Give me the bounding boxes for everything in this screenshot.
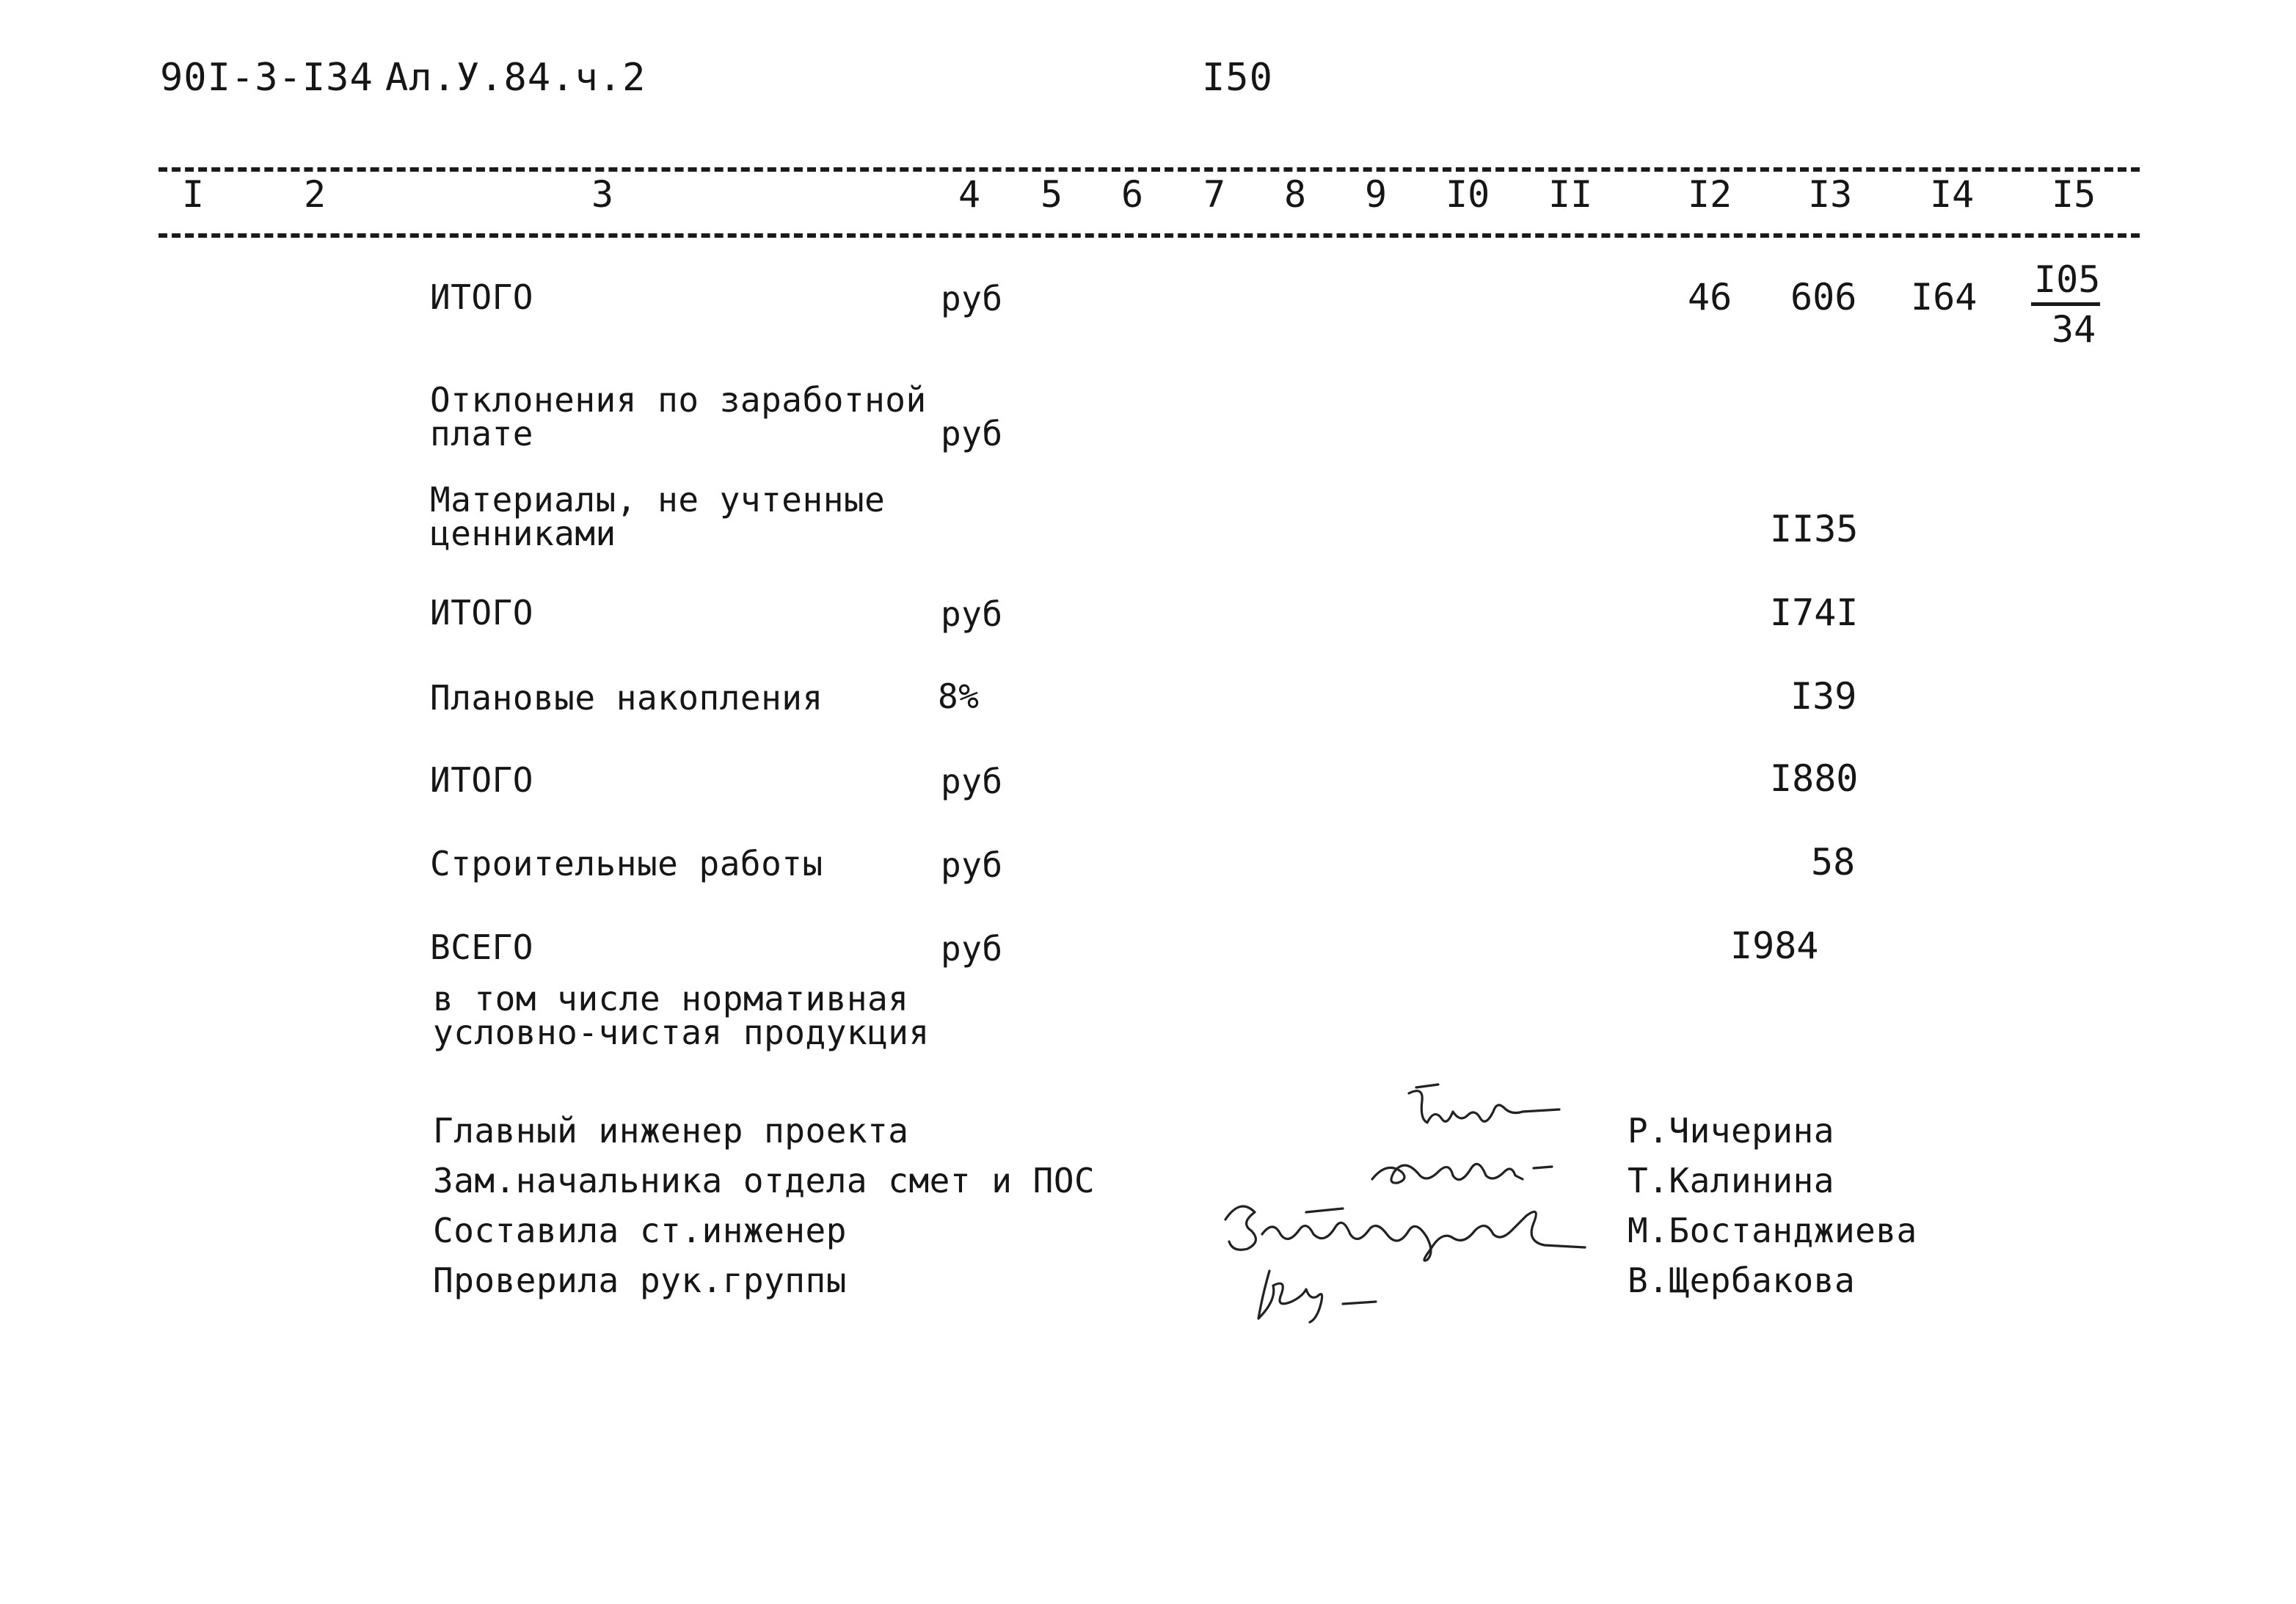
- column-header: 9: [1365, 173, 1388, 216]
- column-header: 8: [1284, 173, 1307, 216]
- row-name: ИТОГО: [430, 277, 533, 317]
- fraction-bar: [2031, 302, 2100, 306]
- column-header: I0: [1446, 173, 1490, 216]
- row-unit: руб: [941, 279, 1003, 318]
- cell-col13: I39: [1790, 675, 1857, 718]
- cell-col14: I64: [1911, 276, 1978, 318]
- cell-col13: 606: [1790, 276, 1857, 318]
- row-name: ВСЕГО: [430, 927, 533, 967]
- table-top-rule: [158, 167, 2140, 172]
- page-number: I50: [1202, 56, 1273, 100]
- row-name: Строительные работы: [430, 844, 823, 883]
- column-header: I2: [1688, 173, 1732, 216]
- signatory-name: Т.Калинина: [1628, 1161, 1834, 1200]
- cell-col13: I880: [1770, 757, 1859, 800]
- column-header: 4: [958, 173, 981, 216]
- column-header: 6: [1121, 173, 1144, 216]
- note-line2: условно-чистая продукция: [433, 1013, 930, 1052]
- signatory-name: М.Бостанджиева: [1628, 1211, 1917, 1250]
- cell-col13: 58: [1811, 841, 1856, 883]
- note-line1: в том числе нормативная: [433, 979, 909, 1018]
- column-header: I: [182, 173, 205, 216]
- column-header: II: [1548, 173, 1593, 216]
- document-code: 90I-3-I34: [160, 56, 373, 100]
- row-unit: руб: [941, 594, 1003, 634]
- album-reference: Ал.У.84.ч.2: [385, 56, 646, 100]
- cell-col15-denominator: 34: [2052, 308, 2096, 351]
- row-name-line1: Материалы, не учтенные: [430, 480, 886, 520]
- signatory-position: Главный инженер проекта: [433, 1111, 909, 1151]
- row-unit: руб: [941, 762, 1003, 801]
- signatory-position: Составила ст.инженер: [433, 1211, 847, 1250]
- cell-col12: 46: [1688, 276, 1732, 318]
- signature-chicherina: [1394, 1079, 1570, 1145]
- row-name: ИТОГО: [430, 593, 533, 633]
- signatory-name: В.Щербакова: [1628, 1261, 1856, 1300]
- cell-col13: II35: [1770, 508, 1859, 550]
- row-unit: руб: [941, 414, 1003, 453]
- row-name-line2: ценниками: [430, 514, 616, 553]
- cell-col15-numerator: I05: [2034, 258, 2101, 301]
- table-header-rule: [158, 233, 2140, 238]
- column-header: 7: [1203, 173, 1226, 216]
- cell-col13: I984: [1730, 925, 1819, 967]
- signatory-name: Р.Чичерина: [1628, 1111, 1834, 1151]
- column-header: I5: [2052, 173, 2096, 216]
- column-header: I3: [1808, 173, 1853, 216]
- cell-col13: I74I: [1770, 591, 1859, 634]
- row-name: Плановые накопления: [430, 678, 823, 718]
- row-unit: руб: [941, 929, 1003, 969]
- row-unit: руб: [941, 845, 1003, 885]
- signatory-position: Зам.начальника отдела смет и ПОС: [433, 1161, 1096, 1200]
- row-name: ИТОГО: [430, 760, 533, 800]
- row-name-line2: плате: [430, 414, 533, 453]
- row-name-line1: Отклонения по заработной: [430, 380, 927, 420]
- signature-kalinina: [1357, 1139, 1578, 1197]
- signature-shcherbakova: [1247, 1256, 1394, 1330]
- row-unit: 8%: [938, 677, 980, 716]
- signatory-position: Проверила рук.группы: [433, 1261, 847, 1300]
- column-header: 5: [1041, 173, 1063, 216]
- column-header: 3: [591, 173, 614, 216]
- column-header: 2: [304, 173, 327, 216]
- column-header: I4: [1930, 173, 1975, 216]
